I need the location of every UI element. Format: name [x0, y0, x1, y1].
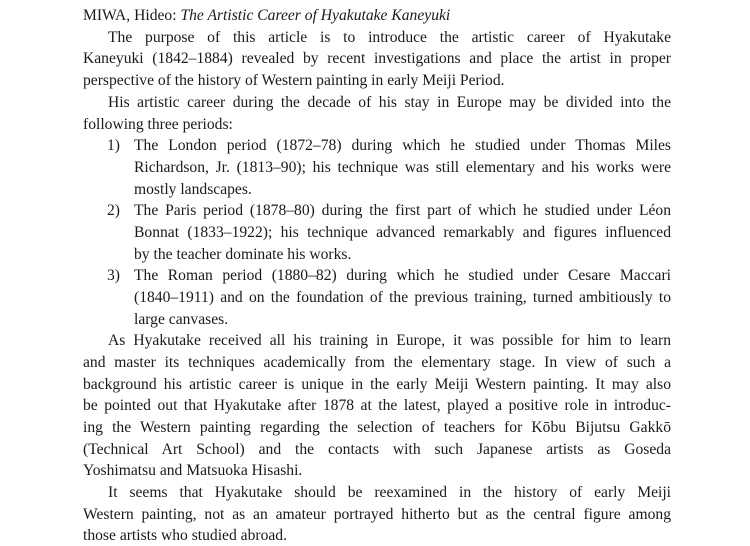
paragraph-3-line-1: As Hyakutake received all his training in Europe, it was possible for him to learn	[108, 332, 671, 349]
list-item-2-number: 2)	[107, 202, 120, 219]
paragraph-2-line-1: His artistic career during the decade of his stay in Europe may be divided into the	[108, 94, 671, 111]
list-item-2-line-1: The Paris period (1878–80) during the first part of which he studied under Léon	[134, 202, 671, 219]
paragraph-3-line-7: Yoshimatsu and Matsuoka Hisashi.	[83, 462, 303, 479]
paragraph-1-line-2: Kaneyuki (1842–1884) revealed by recent investigations and place the artist in proper	[83, 50, 671, 67]
list-item-1-line-1: The London period (1872–78) during which he studied under Thomas Miles	[134, 137, 671, 154]
paragraph-1-line-3: perspective of the history of Western painting in early Meiji Period.	[83, 72, 505, 89]
list-item-1-line-3: mostly landscapes.	[134, 181, 252, 198]
paragraph-3-line-6: (Technical Art School) and the contacts with such Japanese artists as Goseda	[83, 441, 671, 458]
list-item-2-line-2: Bonnat (1833–1922); his technique advanced remarkably and figures influenced	[134, 224, 671, 241]
paragraph-3-line-2: and master its techniques academically from the elementary stage. In view of such a	[83, 354, 671, 371]
paragraph-1-line-1: The purpose of this article is to introduce the artistic career of Hyakutake	[108, 29, 671, 46]
list-item-3-line-1: The Roman period (1880–82) during which he studied under Cesare Maccari	[134, 267, 671, 284]
paragraph-3-line-5: ing the Western painting regarding the selection of teachers for Kōbu Bijutsu Gakkō	[83, 419, 671, 436]
list-item-3-number: 3)	[107, 267, 120, 284]
paragraph-3-line-3: background his artistic career is unique in the early Meiji Western painting. It may also	[83, 376, 671, 393]
paragraph-4-line-2: Western painting, not as an amateur portrayed hitherto but as the central figure among	[83, 506, 671, 523]
list-item-2-line-3: by the teacher dominate his works.	[134, 246, 352, 263]
paragraph-4-line-1: It seems that Hyakutake should be reexamined in the history of early Meiji	[108, 484, 671, 501]
paragraph-2-line-2: following three periods:	[83, 116, 233, 133]
article-title: The Artistic Career of Hyakutake Kaneyuki	[180, 7, 451, 24]
header-separator: :	[172, 7, 181, 24]
article-header	[83, 6, 450, 26]
author-name: MIWA, Hideo	[83, 7, 173, 24]
paragraph-3-line-4: be pointed out that Hyakutake after 1878 at the latest, played a positive role in introduc-	[83, 397, 671, 414]
list-item-3-line-2: (1840–1911) and on the foundation of the previous training, turned ambitiously to	[134, 289, 671, 306]
paragraph-4-line-3: those artists who studied abroad.	[83, 527, 287, 544]
list-item-3-line-3: large canvases.	[134, 311, 229, 328]
list-item-1-number: 1)	[107, 137, 120, 154]
list-item-1-line-2: Richardson, Jr. (1813–90); his technique was still elementary and his works were	[134, 159, 671, 176]
